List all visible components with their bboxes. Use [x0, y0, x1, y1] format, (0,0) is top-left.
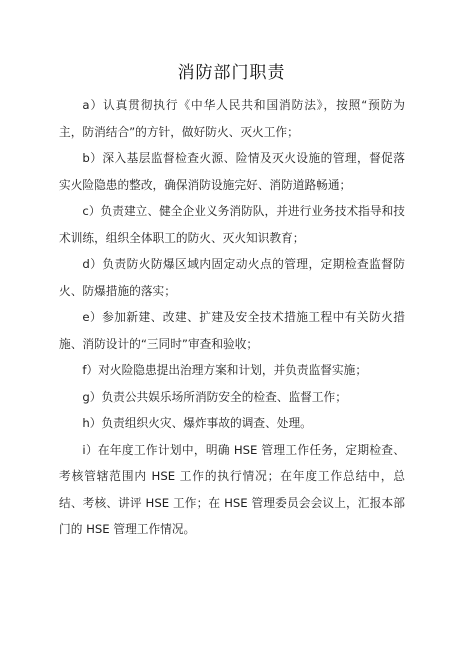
document-title: 消防部门职责	[177, 63, 286, 83]
duty-paragraph-c: c）负责建立、健全企业义务消防队，并进行业务技术指导和技术训练，组织全体职工的防火、灭火知识教育；	[59, 204, 405, 245]
duty-paragraph-i: i）在年度工作计划中，明确 HSE 管理工作任务，定期检查、考核管辖范围内 HSE 工作的执行情况；在年度工作总结中，总结、考核、讲评 HSE 工作；在 HSE 管理委员会会议上，汇报本部门的 HSE 管理工作情况。	[59, 442, 405, 536]
duty-paragraph-e: e）参加新建、改建、扩建及安全技术措施工程中有关防火措施、消防设计的“三同时”审查和验收；	[59, 310, 405, 351]
duty-paragraph-d: d）负责防火防爆区域内固定动火点的管理，定期检查监督防火、防爆措施的落实；	[59, 257, 405, 298]
duty-paragraph-f: f）对火险隐患提出治理方案和计划，并负责监督实施；	[82, 363, 368, 377]
duty-paragraph-g: g）负责公共娱乐场所消防安全的检查、监督工作；	[82, 389, 347, 404]
document-body	[59, 92, 405, 543]
duty-paragraph-h: h）负责组织火灾、爆炸事故的调查、处理。	[82, 416, 312, 430]
duty-paragraph-b: b）深入基层监督检查火源、险情及灭火设施的管理，督促落实火险隐患的整改，确保消防设施完好、消防道路畅通；	[59, 151, 405, 192]
duty-paragraph-a: a）认真贯彻执行《中华人民共和国消防法》，按照“预防为主，防消结合”的方针，做好防火、灭火工作；	[59, 98, 405, 139]
